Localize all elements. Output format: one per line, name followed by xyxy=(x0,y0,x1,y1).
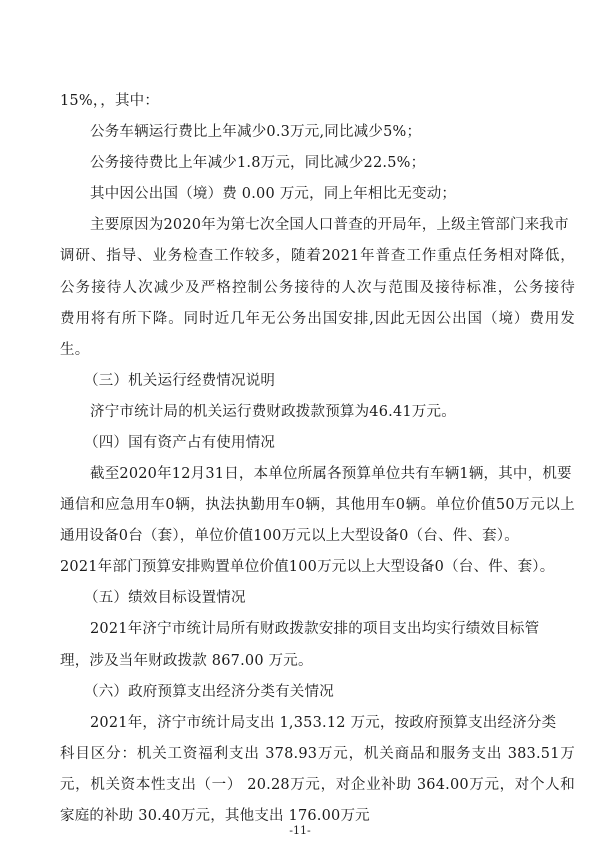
section-heading-3: （三）机关运行经费情况说明 xyxy=(84,373,276,389)
text-line-4: 其中因公出国（境）费 0.00 万元，同上年相比无变动； xyxy=(90,186,457,202)
text-line-15: 通用设备0台（套），单位价值100万元以上大型设备0（台、件、套）。 xyxy=(60,528,519,544)
text-line-8: 费用将有所下降。同时近几年无公务出国安排,因此无因公出国（境）费用发 xyxy=(60,311,575,327)
text-line-18: 2021年济宁市统计局所有财政拨款安排的项目支出均实行绩效目标管 xyxy=(90,621,540,637)
section-heading-5: （五）绩效目标设置情况 xyxy=(84,590,246,606)
text-line-6: 调研、指导、业务检查工作较多，随着2021年普查工作重点任务相对降低， xyxy=(60,248,575,264)
text-line-24: 家庭的补助 30.40万元，其他支出 176.00万元 xyxy=(60,808,370,824)
text-line-19: 理，涉及当年财政拨款 867.00 万元。 xyxy=(60,653,313,669)
section-heading-6: （六）政府预算支出经济分类有关情况 xyxy=(84,684,334,700)
page-number: -11- xyxy=(289,824,311,837)
text-line-2: 公务车辆运行费比上年减少0.3万元,同比减少5%； xyxy=(90,124,422,140)
section-heading-4: （四）国有资产占有使用情况 xyxy=(84,435,276,451)
text-line-14: 通信和应急用车0辆，执法执勤用车0辆，其他用车0辆。单位价值50万元以上 xyxy=(60,497,575,513)
text-line-3: 公务接待费比上年减少1.8万元，同比减少22.5%； xyxy=(90,155,426,171)
text-line-22: 科目区分：机关工资福利支出 378.93万元，机关商品和服务支出 383.51万 xyxy=(60,746,575,762)
text-line-9: 生。 xyxy=(60,342,90,358)
text-line-21: 2021年，济宁市统计局支出 1,353.12 万元，按政府预算支出经济分类 xyxy=(90,715,557,731)
text-line-11: 济宁市统计局的机关运行费财政拨款预算为46.41万元。 xyxy=(90,404,456,420)
text-line-13: 截至2020年12月31日，本单位所属各预算单位共有车辆1辆，其中，机要 xyxy=(90,466,572,482)
text-line-23: 元，机关资本性支出（一） 20.28万元，对企业补助 364.00万元，对个人和 xyxy=(60,777,575,793)
text-line-7: 公务接待人次减少及严格控制公务接待的人次与范围及接待标准，公务接待 xyxy=(60,280,575,296)
text-line-1: 15%，，其中： xyxy=(60,93,160,109)
text-line-5: 主要原因为2020年为第七次全国人口普查的开局年，上级主管部门来我市 xyxy=(90,217,569,233)
text-line-16: 2021年部门预算安排购置单位价值100万元以上大型设备0（台、件、套）。 xyxy=(60,559,555,575)
